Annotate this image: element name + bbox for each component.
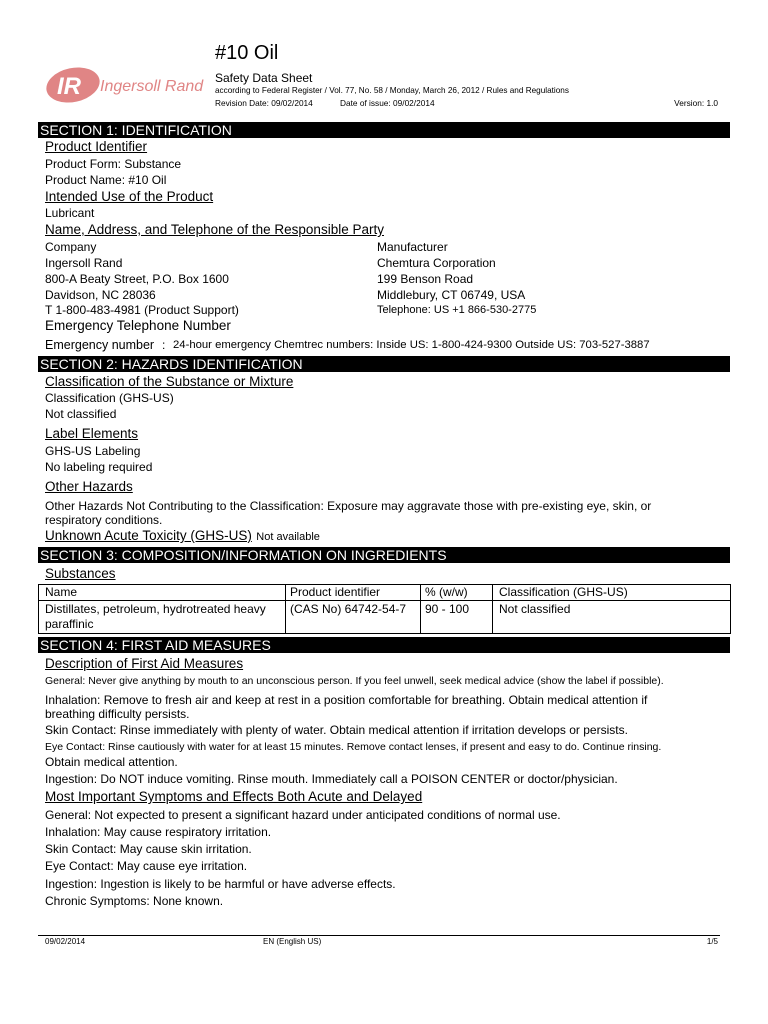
first-aid-inhalation-line-1: Inhalation: Remove to fresh air and keep at rest in a position comfortable for breathing. Obtain medical attention if xyxy=(45,693,648,707)
regulation-reference: according to Federal Register / Vol. 77, No. 58 / Monday, March 26, 2012 / Rules and Regulations xyxy=(215,86,569,95)
version-number: Version: 1.0 xyxy=(674,98,718,108)
cell-classification: Not classified xyxy=(493,601,731,634)
company-label: Company xyxy=(45,240,97,254)
revision-date: Revision Date: 09/02/2014 xyxy=(215,98,313,108)
classification-heading: Classification of the Substance or Mixture xyxy=(45,374,294,389)
section-3-header: SECTION 3: COMPOSITION/INFORMATION ON INGREDIENTS xyxy=(38,547,730,563)
label-elements-heading: Label Elements xyxy=(45,426,139,441)
substances-heading: Substances xyxy=(45,566,116,581)
footer-divider xyxy=(38,935,720,936)
acute-toxicity-heading: Unknown Acute Toxicity (GHS-US) xyxy=(45,528,252,543)
symptoms-chronic: Chronic Symptoms: None known. xyxy=(45,894,224,908)
document-type: Safety Data Sheet xyxy=(215,71,313,85)
footer-date: 09/02/2014 xyxy=(45,937,86,946)
column-header-name: Name xyxy=(39,585,286,601)
symptoms-heading: Most Important Symptoms and Effects Both Acute and Delayed xyxy=(45,789,423,804)
other-hazards-text-line-1: Other Hazards Not Contributing to the Classification: Exposure may aggravate those with pre-existing eye, skin, or xyxy=(45,499,652,513)
product-form: Product Form: Substance xyxy=(45,157,182,171)
acute-toxicity-line xyxy=(45,528,320,545)
product-title: #10 Oil xyxy=(215,42,279,64)
intended-use-value: Lubricant xyxy=(45,206,95,220)
first-aid-eye-line-2: Obtain medical attention. xyxy=(45,755,178,769)
first-aid-general: General: Never give anything by mouth to an unconscious person. If you feel unwell, seek medical advice (show the label if possible). xyxy=(45,675,664,687)
labeling-value: No labeling required xyxy=(45,460,153,474)
symptoms-eye: Eye Contact: May cause eye irritation. xyxy=(45,859,248,873)
product-name: Product Name: #10 Oil xyxy=(45,173,167,187)
classification-label: Classification (GHS-US) xyxy=(45,391,174,405)
issue-date: Date of issue: 09/02/2014 xyxy=(340,98,435,108)
product-identifier-heading: Product Identifier xyxy=(45,139,148,154)
other-hazards-heading: Other Hazards xyxy=(45,479,133,494)
other-hazards-text-line-2: respiratory conditions. xyxy=(45,513,163,527)
first-aid-eye-line-1: Eye Contact: Rinse cautiously with water for at least 15 minutes. Remove contact lenses, if present and easy to do. Continue rinsing. xyxy=(45,741,662,753)
column-header-product-identifier: Product identifier xyxy=(286,585,421,601)
symptoms-general: General: Not expected to present a significant hazard under anticipated conditions of normal use. xyxy=(45,808,561,822)
column-header-percent: % (w/w) xyxy=(421,585,493,601)
symptoms-ingestion: Ingestion: Ingestion is likely to be harmful or have adverse effects. xyxy=(45,877,396,891)
first-aid-skin: Skin Contact: Rinse immediately with plenty of water. Obtain medical attention if irritation develops or persists. xyxy=(45,723,628,737)
footer-language: EN (English US) xyxy=(263,937,322,946)
responsible-party-heading: Name, Address, and Telephone of the Responsible Party xyxy=(45,222,384,237)
intended-use-heading: Intended Use of the Product xyxy=(45,189,214,204)
table-row xyxy=(39,601,731,634)
column-header-classification: Classification (GHS-US) xyxy=(493,585,731,601)
logo-mark-text: IR xyxy=(57,73,81,100)
symptoms-skin: Skin Contact: May cause skin irritation. xyxy=(45,842,252,856)
company-city: Davidson, NC 28036 xyxy=(45,288,156,302)
cell-substance-name: Distillates, petroleum, hydrotreated heavy paraffinic xyxy=(39,601,286,634)
manufacturer-city: Middlebury, CT 06749, USA xyxy=(377,288,526,302)
company-street: 800-A Beaty Street, P.O. Box 1600 xyxy=(45,272,229,286)
manufacturer-label: Manufacturer xyxy=(377,240,448,254)
emergency-number-separator: : xyxy=(162,338,166,352)
manufacturer-name: Chemtura Corporation xyxy=(377,256,496,270)
composition-table xyxy=(38,584,731,634)
section-2-header: SECTION 2: HAZARDS IDENTIFICATION xyxy=(38,356,730,372)
manufacturer-street: 199 Benson Road xyxy=(377,272,474,286)
section-1-header: SECTION 1: IDENTIFICATION xyxy=(38,122,730,138)
logo-name: Ingersoll Rand xyxy=(100,78,204,95)
cell-percent: 90 - 100 xyxy=(421,601,493,634)
first-aid-description-heading: Description of First Aid Measures xyxy=(45,656,244,671)
ingersoll-rand-logo-mark xyxy=(44,64,104,106)
classification-value: Not classified xyxy=(45,407,117,421)
manufacturer-phone: Telephone: US +1 866-530-2775 xyxy=(377,304,537,316)
table-header-row xyxy=(39,585,731,601)
symptoms-inhalation: Inhalation: May cause respiratory irritation. xyxy=(45,825,272,839)
first-aid-inhalation-line-2: breathing difficulty persists. xyxy=(45,707,190,721)
emergency-heading: Emergency Telephone Number xyxy=(45,318,231,333)
company-name: Ingersoll Rand xyxy=(45,256,123,270)
labeling-label: GHS-US Labeling xyxy=(45,444,141,458)
emergency-number-label: Emergency number xyxy=(45,338,155,352)
cell-product-identifier: (CAS No) 64742-54-7 xyxy=(286,601,421,634)
footer-page-number: 1/5 xyxy=(706,937,718,946)
first-aid-ingestion: Ingestion: Do NOT induce vomiting. Rinse mouth. Immediately call a POISON CENTER or doctor/physician. xyxy=(45,772,618,786)
section-4-header: SECTION 4: FIRST AID MEASURES xyxy=(38,637,730,653)
acute-toxicity-value: Not available xyxy=(256,531,320,543)
company-phone: T 1-800-483-4981 (Product Support) xyxy=(45,303,239,317)
emergency-number-value: 24-hour emergency Chemtrec numbers: Inside US: 1-800-424-9300 Outside US: 703-527-3887 xyxy=(173,339,650,351)
